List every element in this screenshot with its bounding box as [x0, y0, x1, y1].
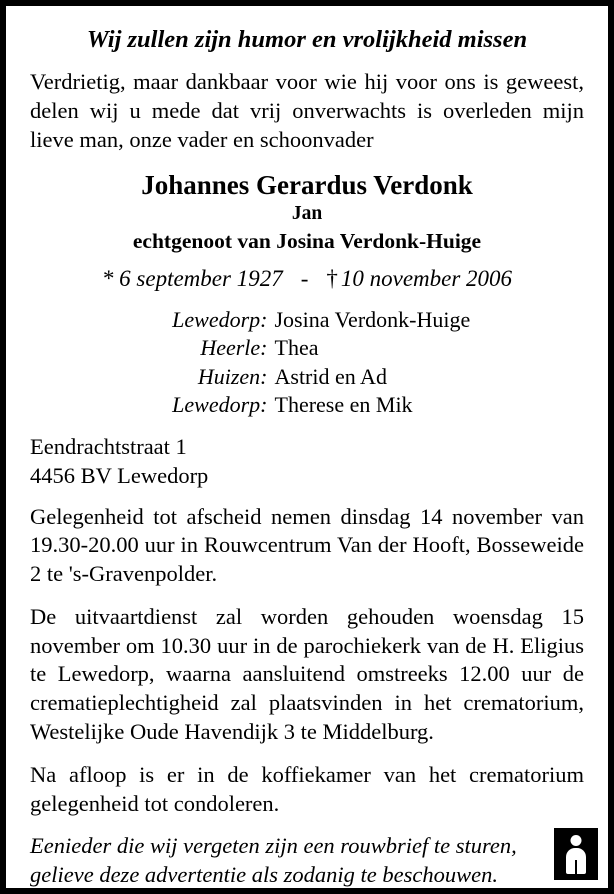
survivor-place: Lewedorp:: [172, 307, 268, 333]
life-dates: [30, 266, 584, 292]
address-city: 4456 BV Lewedorp: [30, 462, 209, 488]
deceased-nickname: Jan: [291, 202, 323, 224]
survivor-names: Thea: [274, 335, 319, 361]
date-separator: -: [300, 266, 309, 292]
list-item: [30, 334, 584, 362]
survivor-place: Heerle:: [200, 335, 268, 361]
survivor-names: Therese en Mik: [274, 391, 413, 417]
closing-paragraph: [30, 832, 584, 890]
deceased-name-block: [30, 169, 584, 257]
survivor-place: Huizen:: [197, 363, 268, 389]
list-item: [30, 391, 584, 419]
list-item: [30, 363, 584, 391]
logo-figure-split: [575, 860, 577, 874]
visitation-paragraph: Gelegenheid tot afscheid nemen dinsdag 14 november van 19.30-20.00 uur in Rouwcentrum Van der Hooft, Bosseweide 2 te 's-Gravenpolder.: [30, 503, 584, 587]
list-item: [30, 306, 584, 334]
survivor-names: Astrid en Ad: [274, 363, 387, 389]
closing-line-2: gelieve deze advertentie als zodanig te beschouwen.: [30, 862, 498, 888]
deceased-spouse-line: echtgenoot van Josina Verdonk-Huige: [132, 229, 482, 254]
deceased-full-name: Johannes Gerardus Verdonk: [141, 169, 473, 200]
funeral-home-logo-icon: [554, 828, 598, 880]
reception-paragraph: Na afloop is er in de koffiekamer van het crematorium gelegenheid tot condoleren.: [30, 761, 584, 816]
address-block: [30, 433, 584, 491]
intro-paragraph: Verdrietig, maar dankbaar voor wie hij voor ons is geweest, delen wij u mede dat vrij onverwachts is overleden mijn lieve man, onze vader en schoonvader: [30, 69, 584, 152]
death-date: 10 november 2006: [340, 266, 513, 292]
headline: Wij zullen zijn humor en vrolijkheid missen: [86, 26, 528, 53]
survivor-place: Lewedorp:: [172, 391, 268, 417]
logo-figure-head: [571, 835, 582, 846]
survivor-names: Josina Verdonk-Huige: [274, 307, 471, 333]
address-street: Eendrachtstraat 1: [30, 433, 187, 459]
service-paragraph: De uitvaartdienst zal worden gehouden woensdag 15 november om 10.30 uur in de parochiekerk van de H. Eligius te Lewedorp, waarna aansluitend omstreeks 12.00 uur de crematieplechtigheid zal plaatsvinden in het crematorium, Westelijke Oude Havendijk 3 te Middelburg.: [30, 603, 584, 745]
birth-date: * 6 september 1927: [101, 266, 283, 292]
closing-line-1: Eenieder die wij vergeten zijn een rouwbrief te sturen,: [30, 833, 517, 859]
dagger-icon: †: [326, 266, 338, 292]
survivors-list: [30, 306, 584, 419]
